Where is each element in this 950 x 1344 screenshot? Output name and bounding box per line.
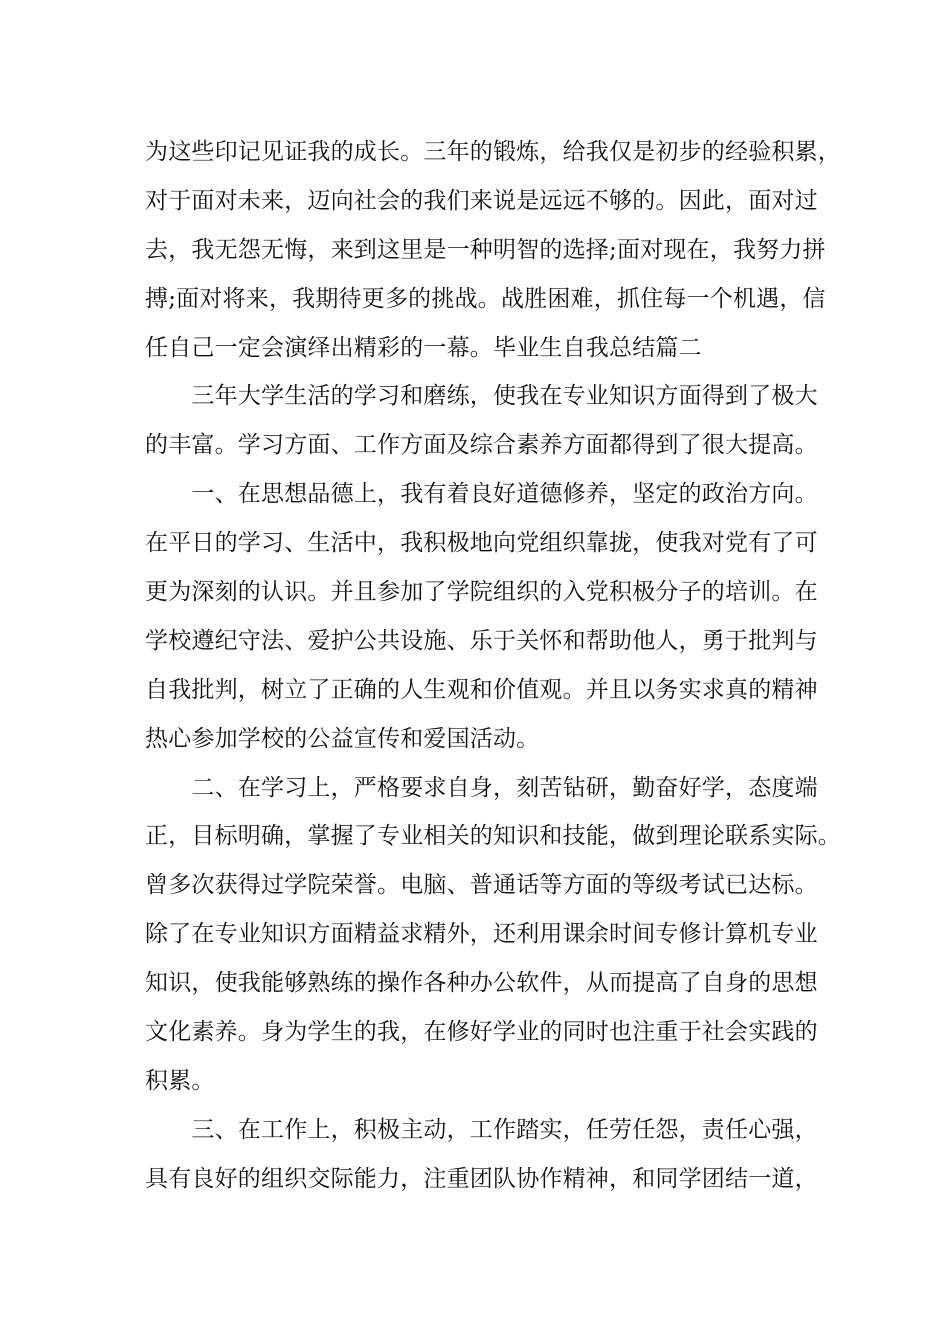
text-line: 一、在思想品德上，我有着良好道德修养，坚定的政治方向。 xyxy=(145,481,818,508)
text-line: 知识，使我能够熟练的操作各种办公软件，从而提高了自身的思想 xyxy=(145,970,818,997)
text-line: 任自己一定会演绎出精彩的一幕。毕业生自我总结篇二 xyxy=(145,334,702,361)
text-line: 热心参加学校的公益宣传和爱国活动。 xyxy=(145,725,540,752)
text-line: 去，我无怨无悔，来到这里是一种明智的选择;面对现在，我努力拼 xyxy=(145,236,826,263)
text-line: 除了在专业知识方面精益求精外，还利用课余时间专修计算机专业 xyxy=(145,921,818,948)
text-line: 在平日的学习、生活中，我积极地向党组织靠拢，使我对党有了可 xyxy=(145,530,818,557)
text-line: 对于面对未来，迈向社会的我们来说是远远不够的。因此，面对过 xyxy=(145,187,818,214)
text-line: 文化素养。身为学生的我，在修好学业的同时也注重于社会实践的 xyxy=(145,1019,818,1046)
text-line: 更为深刻的认识。并且参加了学院组织的入党积极分子的培训。在 xyxy=(145,579,818,606)
text-line: 三年大学生活的学习和磨练，使我在专业知识方面得到了极大 xyxy=(145,383,818,410)
text-line: 正，目标明确，掌握了专业相关的知识和技能，做到理论联系实际。 xyxy=(145,823,841,850)
text-line: 三、在工作上，积极主动，工作踏实，任劳任怨，责任心强， xyxy=(145,1116,818,1143)
text-line: 积累。 xyxy=(145,1067,215,1094)
text-line: 学校遵纪守法、爱护公共设施、乐于关怀和帮助他人，勇于批判与 xyxy=(145,627,818,654)
body-text xyxy=(145,128,841,1204)
text-line: 二、在学习上，严格要求自身，刻苦钻研，勤奋好学，态度端 xyxy=(145,774,818,801)
text-line: 自我批判，树立了正确的人生观和价值观。并且以务实求真的精神 xyxy=(145,676,818,703)
text-line: 曾多次获得过学院荣誉。电脑、普通话等方面的等级考试已达标。 xyxy=(145,872,818,899)
text-line: 的丰富。学习方面、工作方面及综合素养方面都得到了很大提高。 xyxy=(145,432,818,459)
text-line: 具有良好的组织交际能力，注重团队协作精神，和同学团结一道， xyxy=(145,1165,818,1192)
text-line: 为这些印记见证我的成长。三年的锻炼，给我仅是初步的经验积累， xyxy=(145,139,841,165)
text-line: 搏;面对将来，我期待更多的挑战。战胜困难，抓住每一个机遇，信 xyxy=(145,285,826,312)
